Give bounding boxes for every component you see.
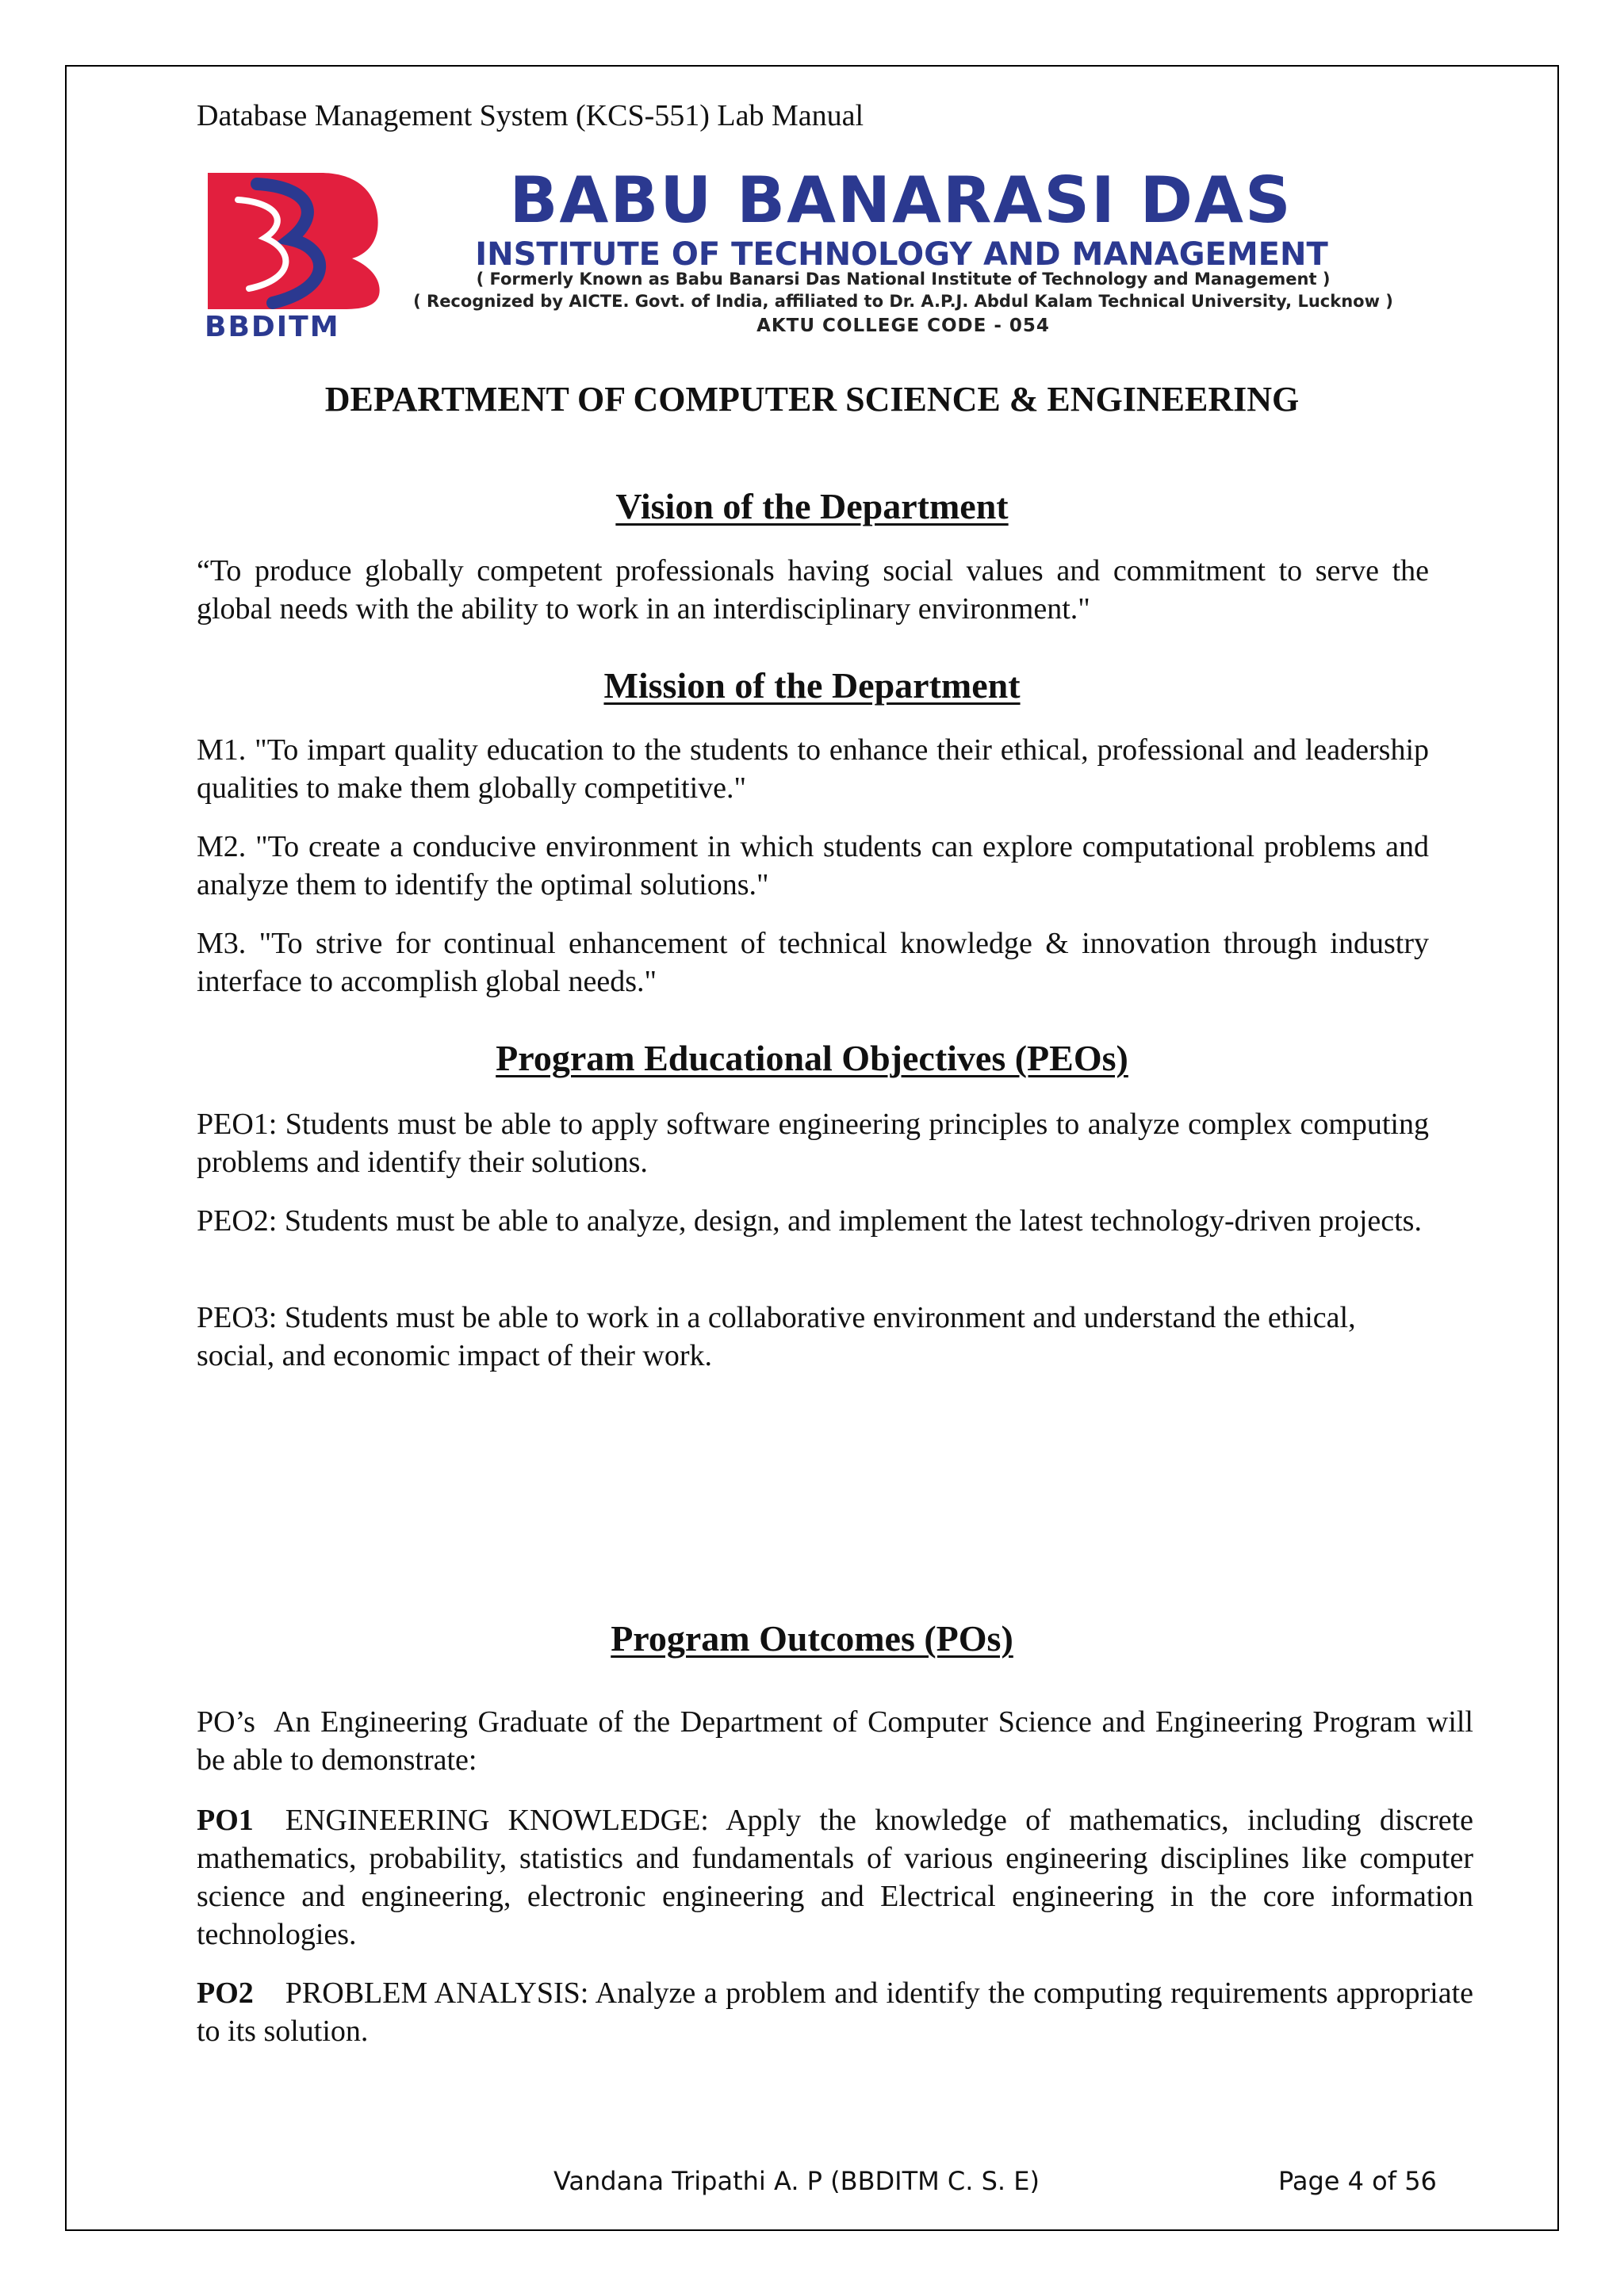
institute-formerly: ( Formerly Known as Babu Banarsi Das National Institute of Technology and Management )	[476, 270, 1331, 289]
po-code: PO1	[197, 1804, 254, 1837]
pos-heading: Program Outcomes (POs)	[611, 1618, 1013, 1659]
po-item-2	[197, 1974, 1473, 2050]
mission-item-3: M3. "To strive for continual enhancement of technical knowledge & innovation through industry interface to accomplish global needs."	[197, 927, 1429, 998]
po-text: PROBLEM ANALYSIS: Analyze a problem and identify the computing requirements appropriate to its solution.	[197, 1976, 1473, 2048]
peo-item-1: PEO1: Students must be able to apply software engineering principles to analyze complex computing problems and identify their solutions.	[197, 1108, 1429, 1179]
po-item-1	[197, 1801, 1473, 1954]
po-text: ENGINEERING KNOWLEDGE: Apply the knowledge of mathematics, including discrete mathematics, probability, statistics and fundamentals of various engineering disciplines like computer science and engineering, electronic engineering and Electrical engineering in the core information technologies.	[197, 1804, 1473, 1951]
vision-text: “To produce globally competent professionals having social values and commitment to serve the global needs with the ability to work in an interdisciplinary environment."	[197, 554, 1429, 626]
pos-intro: PO’s An Engineering Graduate of the Department of Computer Science and Engineering Program will be able to demonstrate:	[197, 1705, 1481, 1777]
footer-author: Vandana Tripathi A. P (BBDITM C. S. E)	[553, 2166, 1040, 2196]
vision-heading: Vision of the Department	[615, 486, 1009, 526]
mission-heading: Mission of the Department	[603, 665, 1021, 706]
footer-page-number: Page 4 of 56	[1278, 2166, 1437, 2196]
institute-name: BABU BANARASI DAS	[509, 163, 1293, 237]
po-code: PO2	[197, 1976, 254, 2010]
institute-recognition: ( Recognized by AICTE. Govt. of India, affiliated to Dr. A.P.J. Abdul Kalam Technical University, Lucknow )	[413, 292, 1393, 311]
peo-item-2: PEO2: Students must be able to analyze, design, and implement the latest technology-driven projects.	[197, 1204, 1422, 1238]
mission-item-2: M2. "To create a conducive environment in which students can explore computational problems and analyze them to identify the optimal solutions."	[197, 830, 1429, 901]
bbd-logo-icon	[201, 168, 384, 309]
mission-item-1: M1. "To impart quality education to the students to enhance their ethical, professional and leadership qualities to make them globally competitive."	[197, 733, 1429, 805]
manual-header: Database Management System (KCS-551) Lab Manual	[197, 99, 864, 132]
institute-logo-block	[201, 163, 1438, 343]
department-title: DEPARTMENT OF COMPUTER SCIENCE & ENGINEERING	[324, 380, 1300, 419]
peos-heading: Program Educational Objectives (PEOs)	[496, 1038, 1128, 1078]
logo-abbreviation: BBDITM	[205, 311, 340, 343]
college-code: AKTU COLLEGE CODE - 054	[756, 316, 1050, 336]
institute-subtitle: INSTITUTE OF TECHNOLOGY AND MANAGEMENT	[475, 236, 1328, 273]
peo-item-3: PEO3: Students must be able to work in a collaborative environment and understand the ethical, social, and economic impact of their work.	[197, 1301, 1356, 1372]
